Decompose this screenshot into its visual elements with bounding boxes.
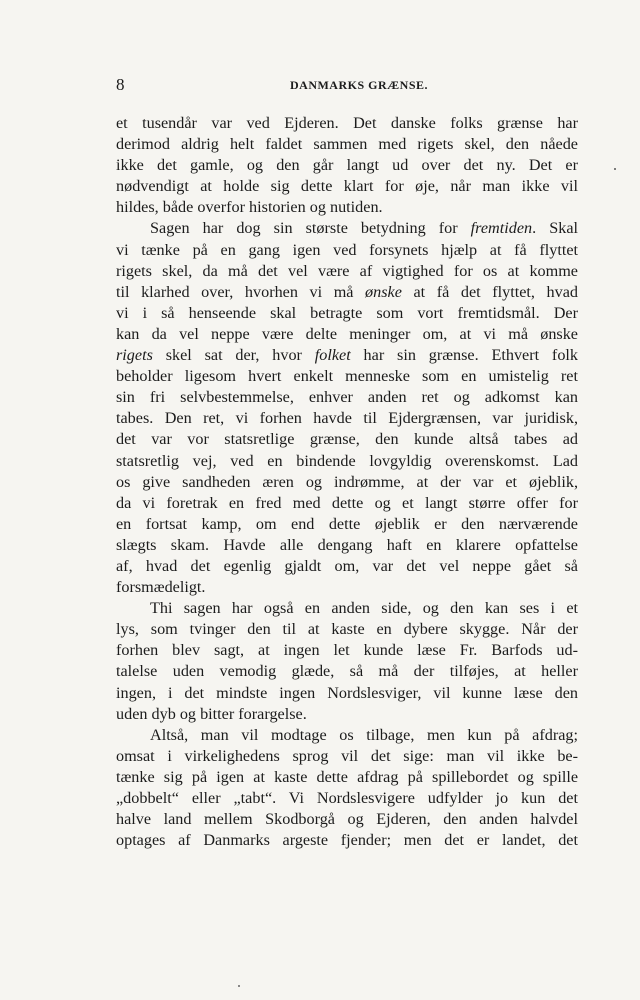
running-head: DANMARKS GRÆNSE. [289,78,428,92]
text-line: tabes. Den ret, vi forhen havde til Ejdergrænsen, var juridisk, [116,409,578,428]
text-line: slægts skam. Havde alle dengang haft en klarere opfattelse [116,535,578,554]
text-run: at få det flyttet, hvad [401,282,578,301]
text-line: „dobbelt“ eller „tabt“. Vi Nordslesvigere udfylder jo kun det [116,789,578,807]
text-line: Thi sagen har også en anden side, og den kan ses i et [150,599,578,618]
text-line: optages af Danmarks argeste fjender; men det er landet, det [116,831,578,850]
text-run: . Skal [532,219,579,238]
print-speck [238,985,240,987]
text-line: rigets skel, da må det vel være af vigtighed for os at komme [116,261,578,280]
emphasized-word: ønske [365,282,402,301]
print-speck [614,168,616,170]
text-line [116,282,578,303]
text-line: halve land mellem Skodborgå og Ejderen, den anden halvdel [116,810,578,829]
text-line: uden dyb og bitter forargelse. [116,704,307,723]
text-line: forsmædeligt. [116,578,206,597]
text-line: det var vor statsretlige grænse, den kunde altså tabes ad [116,430,578,449]
emphasized-word: folket [314,346,351,365]
text-line: derimod aldrig helt faldet sammen med rigets skel, den nåede [116,135,578,154]
text-run: Sagen har dog sin største betydning for [150,219,471,238]
text-line: os give sandheden æren og indrømme, at der var et øjeblik, [116,472,578,491]
text-run: til klarhed over, hvorhen vi må [116,282,366,301]
text-line: nødvendigt at holde sig dette klart for øje, når man ikke vil [116,177,578,196]
text-line: da vi foretrak en fred med dette og et langt større offer for [116,493,578,512]
text-line: omsat i virkelighedens sprog vil det sige: man vil ikke be- [116,746,578,765]
text-line: ikke det gamle, og den går langt ud over det ny. Det er [116,156,578,175]
emphasized-word: fremtiden [470,219,533,238]
text-line: af, hvad det egenlig gjaldt om, var det vel neppe gået så [116,556,578,575]
text-run: har sin grænse. Ethvert folk [350,346,579,365]
text-line [116,218,578,239]
text-line: hildes, både overfor historien og nutiden. [116,198,383,217]
text-line: statsretlig vej, ved en bindende lovgyldig overenskomst. Lad [116,451,578,470]
text-line: vi tænke på en gang igen ved forsynets hjælp at få flyttet [116,240,578,259]
text-line: lys, som tvinger den til at kaste en dybere skygge. Når der [116,620,578,639]
page-header [116,75,578,97]
text-line: en fortsat kamp, om end dette øjeblik er den nærværende [116,514,578,533]
text-line: vi i så henseende skal betragte som vort fremtidsmål. Der [116,303,578,322]
page-number: 8 [116,75,125,94]
text-line: kan da vel neppe være delte meninger om, at vi må ønske [116,324,578,343]
text-line: et tusendår var ved Ejderen. Det danske folks grænse har [116,114,578,132]
text-line: Altså, man vil modtage os tilbage, men kun på afdrag; [150,725,578,744]
text-line: beholder ligesom hvert enkelt menneske som en umistelig ret [116,367,578,386]
text-line [116,345,578,366]
text-line: talelse uden vemodig glæde, så må der tilføjes, at heller [116,662,578,681]
text-run: skel sat der, hvor [152,346,315,365]
text-line: sin fri selvbestemmelse, enhver anden ret og adkomst kan [116,388,578,407]
text-line: ingen, i det mindste ingen Nordslesviger, vil kunne læse den [116,683,578,702]
text-line: tænke sig på igen at kaste dette afdrag på spillebordet og spille [116,767,578,786]
body-text [116,113,578,851]
text-line: forhen blev sagt, at ingen let kunde læse Fr. Barfods ud- [116,641,578,660]
emphasized-word: rigets [116,346,153,365]
